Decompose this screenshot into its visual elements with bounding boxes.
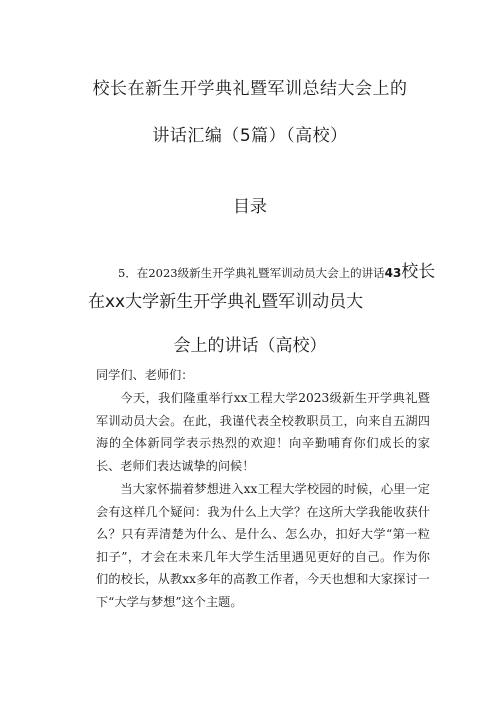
toc-heading: 目录 (233, 197, 267, 217)
speech-greeting: 同学们、老师们： (96, 368, 194, 382)
speech-title-line-1: 在xx大学新生开学典礼暨军训动员大 (88, 292, 364, 312)
toc-row (118, 257, 435, 282)
speech-paragraph-1: 今天，我们隆重举行xx工程大学2023级新生开学典礼暨军训动员大会。在此，我谨代表全校教职员工，向来自五湖四海的全体新同学表示热烈的欢迎！向辛勤哺育你们成长的家长、老师们表达诚挚的问候！ (96, 391, 430, 473)
toc-trailing-text: 校长 (401, 262, 436, 282)
toc-entry[interactable]: 5．在2023级新生开学典礼暨军训动员大会上的讲话 (118, 266, 385, 280)
document-title-line-2: 讲话汇编（5篇）（高校） (152, 126, 348, 146)
document-title-line-1: 校长在新生开学典礼暨军训总结大会上的 (92, 79, 408, 99)
speech-paragraph-2: 当大家怀揣着梦想进入xx工程大学校园的时候，心里一定会有这样几个疑问：我为什么上大学？在这所大学我能收获什么？只有弄清楚为什么、是什么、怎么办，扣好大学“第一粒扣子”，才会在未来几年大学生活里遇见更好的自己。作为你们的校长，从教xx多年的高教工作者，今天也想和大家探讨一下“大学与梦想”这个主题。 (96, 482, 430, 609)
toc-page-number: 43 (384, 266, 402, 280)
speech-title-line-2: 会上的讲话（高校） (173, 336, 327, 356)
